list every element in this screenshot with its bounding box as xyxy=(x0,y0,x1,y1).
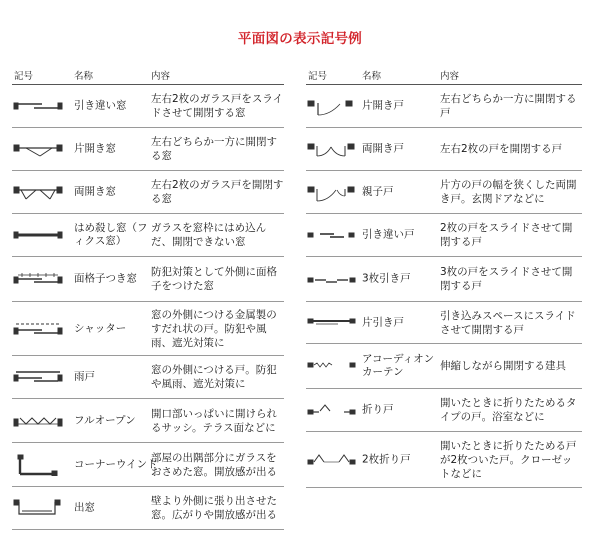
double-swing-door-symbol-icon xyxy=(306,138,358,160)
symbol-description: 窓の外側につける戸。防犯や風雨、遮光対策に xyxy=(151,364,277,390)
single-swing-door-symbol-icon xyxy=(306,95,358,117)
symbol-name: 2枚折り戸 xyxy=(362,453,411,465)
symbol-description: 開いたときに折りたためる戸が2枚ついた戸。クローゼットなどに xyxy=(440,439,577,480)
bay-window-symbol-icon xyxy=(12,497,64,519)
table-row xyxy=(12,302,284,356)
table-row xyxy=(12,257,284,302)
symbol-description: ガラスを窓枠にはめ込んだ、開閉できない窓 xyxy=(151,222,267,248)
symbol-description: 開いたときに折りたためるタイプの戸。浴室などに xyxy=(440,397,577,423)
symbol-name: 3枚引き戸 xyxy=(362,272,411,285)
symbol-description: 左右どちらか一方に開閉する戸 xyxy=(440,93,577,119)
symbol-name: 雨戸 xyxy=(74,370,95,383)
symbol-name: 出窓 xyxy=(74,501,95,514)
folding-door-symbol-icon xyxy=(306,399,358,421)
symbol-description: 部屋の出隅部分にガラスをおさめた窓。開放感が出る xyxy=(151,451,277,478)
symbol-description: 左右2枚のガラス戸を開閉する窓 xyxy=(151,179,284,205)
single-casement-window-symbol-icon xyxy=(12,138,64,160)
table-row xyxy=(306,171,582,214)
table-row xyxy=(306,432,582,488)
table-header xyxy=(306,66,582,85)
sliding-window-symbol-icon xyxy=(12,95,64,117)
unequal-double-door-symbol-icon xyxy=(306,181,358,203)
symbol-name: 引き違い戸 xyxy=(362,228,415,241)
symbol-description: 左右どちらか一方に開閉する窓 xyxy=(151,136,277,162)
double-folding-door-symbol-icon xyxy=(306,449,358,471)
table-row xyxy=(12,443,284,487)
window-symbols-table xyxy=(12,66,284,530)
header-name: 名称 xyxy=(74,71,94,82)
symbol-name: フルオープン xyxy=(74,414,136,426)
table-row xyxy=(306,214,582,257)
table-row xyxy=(12,356,284,399)
symbol-name: 片引き戸 xyxy=(362,316,404,328)
table-row xyxy=(306,344,582,389)
page-title: 平面図の表示記号例 xyxy=(237,31,363,47)
symbol-name: 親子戸 xyxy=(362,185,394,198)
table-row xyxy=(306,389,582,432)
triple-sliding-door-symbol-icon xyxy=(306,268,358,290)
symbol-description: 引き込みスペースにスライドさせて開閉する戸 xyxy=(440,309,576,336)
table-row xyxy=(12,214,284,257)
symbol-description: 片方の戸の幅を狭くした両開き戸。玄関ドアなどに xyxy=(440,179,577,205)
storm-shutter-symbol-icon xyxy=(12,366,64,388)
shutter-symbol-icon xyxy=(12,318,64,340)
full-open-sash-symbol-icon xyxy=(12,410,64,432)
symbol-name: 折り戸 xyxy=(362,403,394,416)
door-symbols-table xyxy=(306,66,582,488)
accordion-curtain-symbol-icon xyxy=(306,355,358,377)
table-row xyxy=(12,171,284,214)
table-row xyxy=(306,302,582,344)
symbol-description: 窓の外側につける金属製のすだれ状の戸。防犯や風雨、遮光対策に xyxy=(151,308,277,349)
table-row xyxy=(306,257,582,302)
symbol-name: 両開き戸 xyxy=(362,142,404,155)
table-row xyxy=(12,128,284,171)
symbol-description: 左右2枚の戸を開閉する戸 xyxy=(440,143,563,155)
table-row xyxy=(12,399,284,443)
sliding-door-symbol-icon xyxy=(306,224,358,246)
symbol-description: 左右2枚のガラス戸をスライドさせて開閉する窓 xyxy=(151,93,284,119)
symbol-name: 両開き窓 xyxy=(74,185,116,198)
table-row xyxy=(306,85,582,128)
symbol-name: 面格子つき窓 xyxy=(74,272,137,285)
symbol-description: 伸縮しながら開閉する建具 xyxy=(440,360,566,372)
pocket-sliding-door-symbol-icon xyxy=(306,312,358,334)
table-header xyxy=(12,66,284,85)
symbol-description: 3枚の戸をスライドさせて開閉する戸 xyxy=(440,266,573,292)
table-row xyxy=(12,487,284,530)
header-symbol: 記号 xyxy=(14,71,34,82)
corner-window-symbol-icon xyxy=(12,454,64,476)
header-description: 内容 xyxy=(151,71,171,82)
symbol-description: 壁より外側に張り出させた窓。広がりや開放感が出る xyxy=(151,495,277,521)
header-description: 内容 xyxy=(440,71,460,82)
table-row xyxy=(12,85,284,128)
fixed-window-symbol-icon xyxy=(12,224,64,246)
symbol-description: 2枚の戸をスライドさせて開閉する戸 xyxy=(440,222,573,248)
symbol-name: アコーディオンカーテン xyxy=(362,353,435,378)
table-row xyxy=(306,128,582,171)
symbol-description: 防犯対策として外側に面格子をつけた窓 xyxy=(151,266,277,292)
symbol-name: 片開き窓 xyxy=(74,142,116,155)
symbol-name: 片開き戸 xyxy=(362,99,404,112)
symbol-name: コーナーウインド xyxy=(74,458,158,470)
symbol-name: 引き違い窓 xyxy=(74,99,127,112)
symbol-name: はめ殺し窓（フィクス窓） xyxy=(74,222,148,247)
grilled-window-symbol-icon xyxy=(12,268,64,290)
symbol-name: シャッター xyxy=(74,322,127,334)
symbol-description: 開口部いっぱいに開けられるサッシ。テラス面などに xyxy=(151,407,277,434)
header-symbol: 記号 xyxy=(308,71,328,82)
double-casement-window-symbol-icon xyxy=(12,181,64,203)
header-name: 名称 xyxy=(362,71,382,82)
